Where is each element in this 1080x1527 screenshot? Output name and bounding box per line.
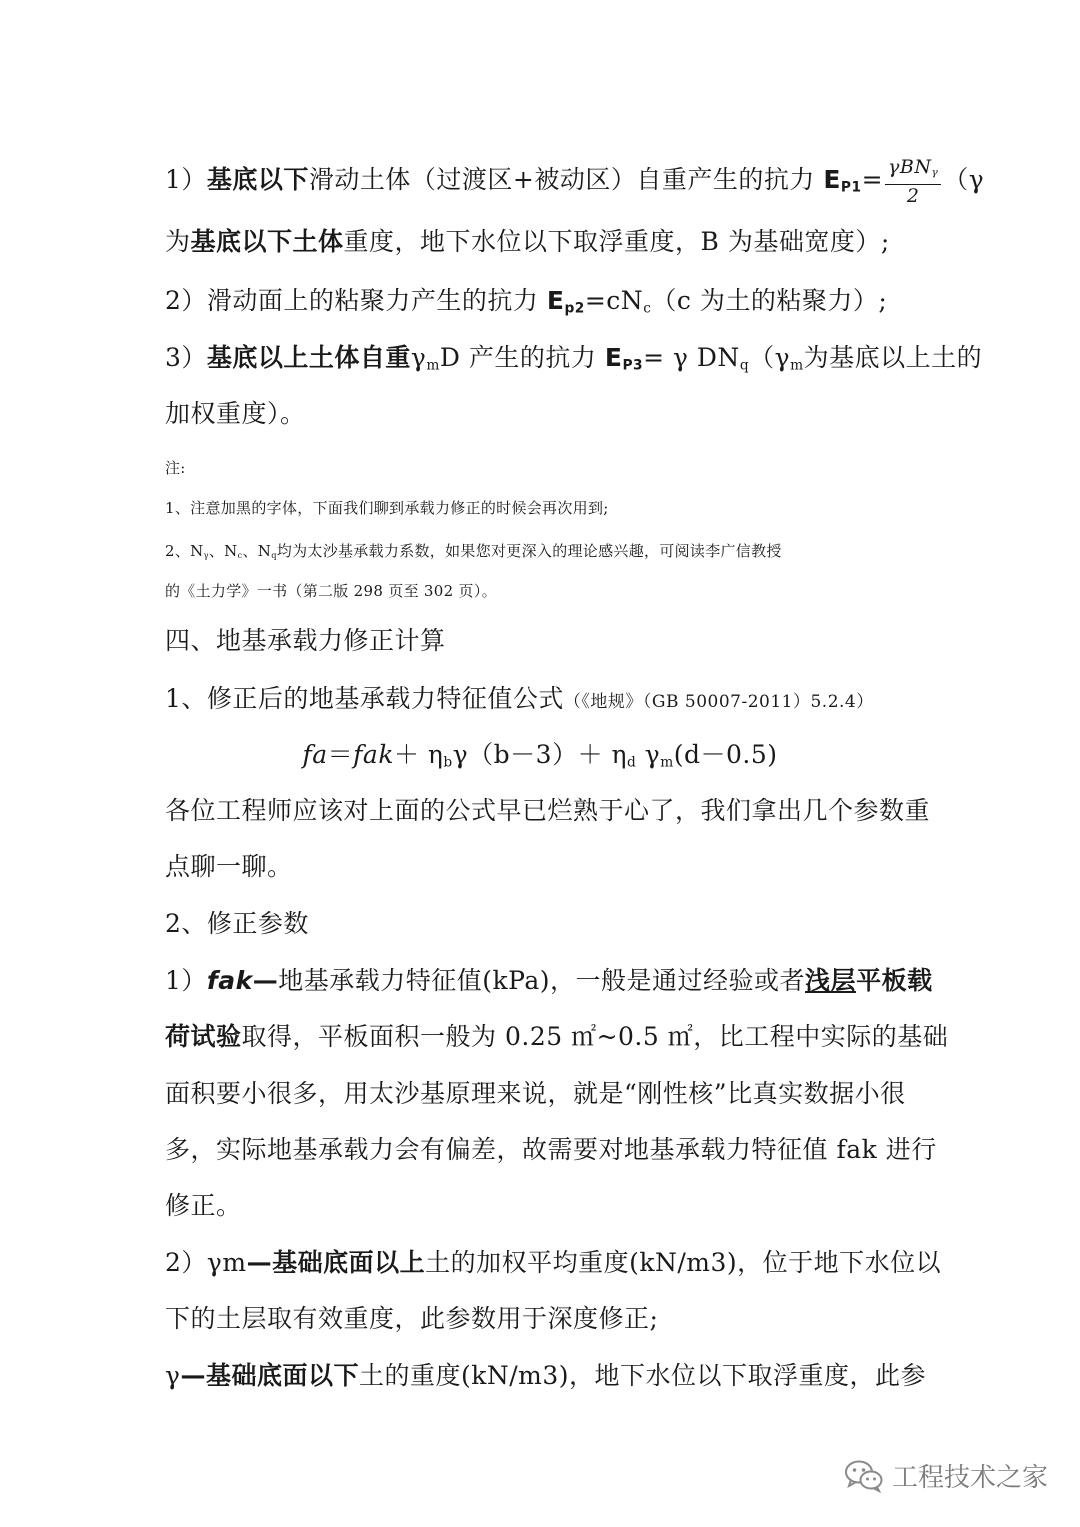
paragraph-line: 1）fak—地基承载力特征值(kPa)，一般是通过经验或者浅层平板载 <box>165 966 933 995</box>
watermark <box>844 1457 1048 1494</box>
bold-term: 浅层 <box>805 966 857 995</box>
paragraph-line: 为基底以下土体重度，地下水位以下取浮重度，B 为基础宽度）; <box>165 227 890 256</box>
formula: $fa=fak+ \eta_b\gamma(b-3)+ \eta_d$ $\gamma_m(d-0.5)$ <box>302 740 778 771</box>
bold-term: 基底以下土体 <box>190 227 344 256</box>
bold-term: —基础底面以上 <box>246 1248 426 1277</box>
paragraph-line: 点聊一聊。 <box>165 852 293 881</box>
note-line: 2、$N_\gamma$、$N_c$、$N_q$均为太沙基承载力系数，如果您对更深入的理论感兴趣，可阅读李广信教授 <box>165 542 782 561</box>
watermark-text: 工程技术之家 <box>891 1463 1048 1493</box>
bold-term: 基底以上土体自重 <box>206 343 411 372</box>
paragraph-line: 2）γm—基础底面以上土的加权平均重度(kN/m3)，位于地下水位以 <box>165 1248 942 1277</box>
wechat-icon <box>844 1459 884 1493</box>
paragraph-line: 各位工程师应该对上面的公式早已烂熟于心了，我们拿出几个参数重 <box>165 796 931 825</box>
paragraph-line: 下的土层取有效重度，此参数用于深度修正; <box>165 1304 659 1333</box>
bold-term: 基底以下 <box>206 164 309 194</box>
paragraph-line: γ—基础底面以下土的重度(kN/m3)，地下水位以下取浮重度，此参 <box>165 1361 927 1390</box>
paragraph-line: 面积要小很多，用太沙基原理来说，就是“刚性核”比真实数据小很 <box>165 1079 906 1108</box>
bold-term: —基础底面以下 <box>180 1361 359 1390</box>
paragraph-line: 2）滑动面上的粘聚力产生的抗力 $E_{p2}=cN_c(c$ 为土的粘聚力）; <box>165 286 888 317</box>
subsection-heading: 2、修正参数 <box>165 909 309 938</box>
paragraph-line: 1）基底以下滑动土体（过渡区+被动区）自重产生的抗力 $E_{P1}=$ $\frac{\gamma BN_\gamma}{2}$ （γ <box>165 156 985 207</box>
paragraph-line: 修正。 <box>165 1191 242 1220</box>
paragraph-line: 3）基底以上土体自重$\gamma_mD$ 产生的抗力 $E_{P3}= \gamma$ $DN_q(\gamma_m$为基底以上土的 <box>165 343 983 374</box>
note-title: 注: <box>165 459 186 477</box>
code-reference: （《地规》（GB 50007-2011）5.2.4） <box>563 692 874 712</box>
paragraph-line: 荷试验取得，平板面积一般为 0.25 ㎡~0.5 ㎡，比工程中实际的基础 <box>165 1022 949 1051</box>
paragraph-line: 加权重度）。 <box>165 399 306 428</box>
note-line: 的《土力学》一书（第二版 298 页至 302 页）。 <box>165 582 497 600</box>
paragraph-line: 多，实际地基承载力会有偏差，故需要对地基承载力特征值 fak 进行 <box>165 1135 937 1164</box>
bold-term: 平板载 <box>856 966 933 995</box>
note-line: 1、注意加黑的字体，下面我们聊到承载力修正的时候会再次用到; <box>165 499 609 517</box>
section-heading: 四、地基承载力修正计算 <box>165 626 446 655</box>
subsection-heading: 1、修正后的地基承载力特征值公式（《地规》（GB 50007-2011）5.2.4） <box>165 684 874 713</box>
fraction: $\frac{\gamma BN_\gamma}{2}$ <box>885 156 941 207</box>
bold-term: 荷试验 <box>165 1022 242 1051</box>
